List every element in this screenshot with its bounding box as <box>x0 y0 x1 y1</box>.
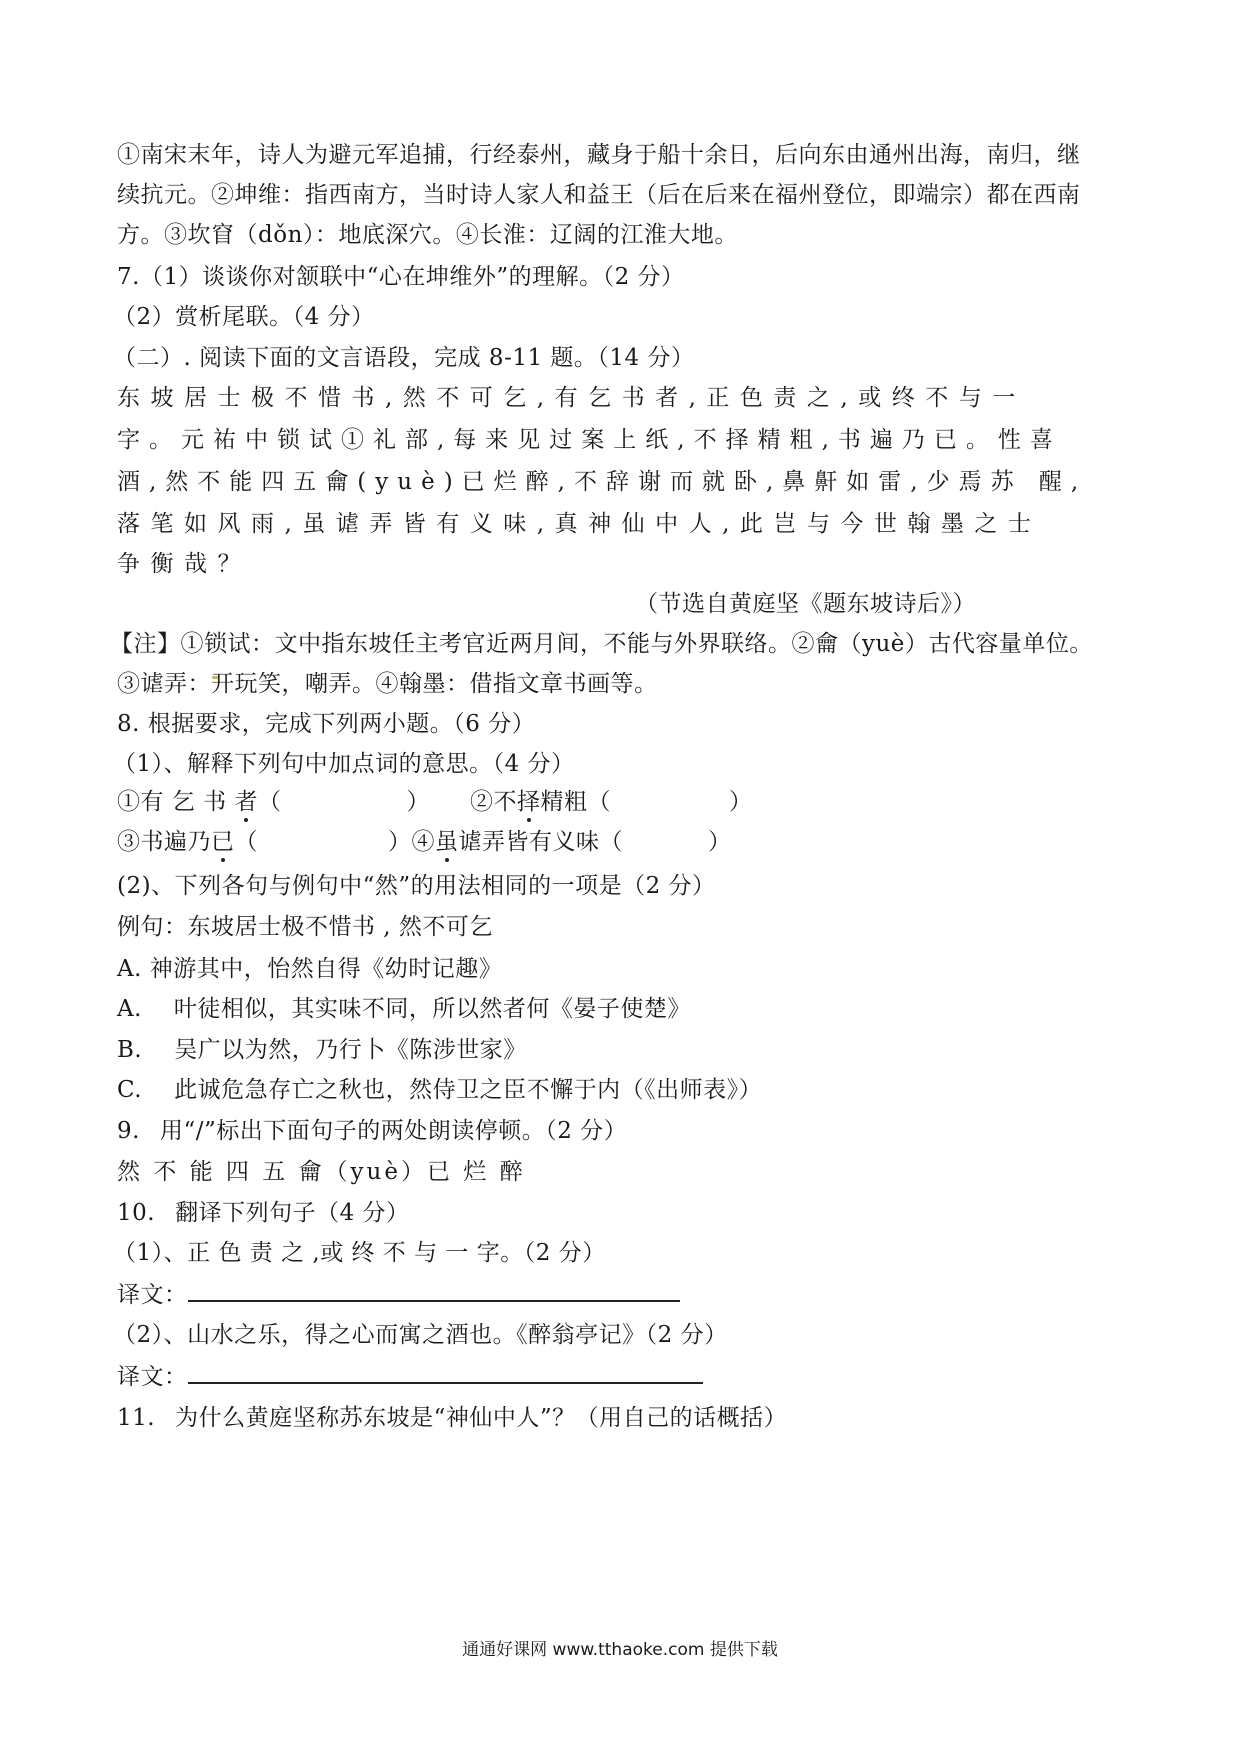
passage-line-4: 落笔如风雨,虽谑弄皆有义味,真神仙中人,此岂与今世翰墨之士 <box>117 511 1042 537</box>
item-4-text: 谑弄皆有义味（ <box>458 829 623 855</box>
question-11-number: 11. <box>117 1405 156 1431</box>
option-b <box>117 1035 527 1065</box>
question-7-part-1: 7.（1）谈谈你对颔联中“心在坤维外”的理解。（2 分） <box>117 264 685 290</box>
question-11-text: 为什么黄庭坚称苏东坡是“神仙中人”？（用自己的话概括） <box>175 1405 788 1431</box>
question-9-number: 9. <box>117 1118 140 1144</box>
item-2-dotted-word: 择 <box>516 789 541 815</box>
answer-row-1 <box>117 1280 680 1310</box>
question-9-heading <box>117 1116 627 1146</box>
question-10-sub-1: （1）、正 色 责 之 ,或 终 不 与 一 字。（2 分） <box>113 1240 606 1266</box>
option-a-2-text: 叶徒相似，其实味不同，所以然者何《晏子使楚》 <box>173 996 691 1022</box>
item-4-close: ） <box>708 829 732 855</box>
option-a-2-label: A. <box>117 996 142 1022</box>
question-9-sentence: 然 不 能 四 五 龠（yuè）已 烂 醉 <box>117 1159 526 1185</box>
item-1-open: （ <box>257 789 282 815</box>
question-9-text: 用“/”标出下面句子的两处朗读停顿。（2 分） <box>159 1118 628 1144</box>
passage-note-2: ③谑弄：开玩笑，嘲弄。④翰墨：借指文章书画等。 <box>117 671 658 697</box>
question-8-items-row-1 <box>117 787 752 817</box>
section-2-heading: （二）. 阅读下面的文言语段，完成 8-11 题。（14 分） <box>113 345 695 371</box>
passage-line-3: 酒,然不能四五龠(yuè)已烂醉,不辞谢而就卧,鼻鼾如雷,少焉苏 醒, <box>117 469 1088 495</box>
question-10-sub-2: （2）、山水之乐，得之心而寓之酒也。《醉翁亭记》（2 分） <box>113 1322 728 1348</box>
answer-label-2: 译文： <box>117 1364 188 1390</box>
passage-note-1: 【注】①锁试：文中指东坡任主考官近两月间，不能与外界联络。②龠（yuè）古代容量单位。 <box>110 631 1093 657</box>
note-line-1: ①南宋末年，诗人为避元军追捕，行经泰州，藏身于船十余日，后向东由通州出海，南归，继 <box>117 142 1081 168</box>
option-b-text: 吴广以为然，乃行卜《陈涉世家》 <box>174 1037 527 1063</box>
question-8-sub-1: （1）、解释下列句中加点词的意思。（4 分） <box>113 751 575 777</box>
example-sentence: 例句：东坡居士极不惜书 , 然不可乞 <box>117 914 493 940</box>
option-b-label: B. <box>117 1037 143 1063</box>
item-3-dotted-word: 已 <box>211 829 235 855</box>
item-4-dotted-word: 虽 <box>435 829 459 855</box>
item-1-close: ） <box>406 789 430 815</box>
question-10-text: 翻译下列句子（4 分） <box>175 1200 410 1226</box>
option-a-2 <box>117 994 691 1024</box>
answer-label-1: 译文： <box>117 1282 188 1308</box>
item-3-open: （ <box>234 829 258 855</box>
item-3-close: ）④ <box>388 829 435 855</box>
item-2-close: ） <box>728 789 753 815</box>
option-c <box>117 1075 762 1105</box>
option-a-1: A. 神游其中，怡然自得《幼时记趣》 <box>117 956 503 982</box>
page-footer: 通通好课网 www.tthaoke.com 提供下载 <box>462 1640 778 1660</box>
item-1-text: ①有 乞 书 <box>117 789 235 815</box>
question-11-heading <box>117 1403 787 1433</box>
item-1-dotted-word: 者 <box>234 789 258 815</box>
option-c-label: C. <box>117 1077 143 1103</box>
question-8-items-row-2 <box>117 827 732 857</box>
answer-line-2[interactable] <box>188 1362 703 1384</box>
question-8-heading: 8. 根据要求，完成下列两小题。（6 分） <box>117 711 536 737</box>
question-7-part-2: （2）赏析尾联。（4 分） <box>113 304 375 330</box>
question-10-heading <box>117 1198 410 1228</box>
item-2-open: 精粗（ <box>540 789 611 815</box>
note-line-2: 续抗元。②坤维：指西南方，当时诗人家人和益王（后在后来在福州登位，即端宗）都在西南 <box>117 182 1081 208</box>
question-10-number: 10. <box>117 1200 156 1226</box>
passage-line-5: 争衡哉？ <box>117 551 251 577</box>
passage-line-1: 东坡居士极不惜书,然不可乞,有乞书者,正色责之,或终不与一 <box>117 385 1026 411</box>
item-3-text: ③书遍乃 <box>117 829 211 855</box>
passage-source: （节选自黄庭坚《题东坡诗后》） <box>635 591 976 617</box>
option-c-text: 此诚危急存亡之秋也，然侍卫之臣不懈于内（《出师表》） <box>174 1077 763 1103</box>
answer-line-1[interactable] <box>188 1280 680 1302</box>
answer-row-2 <box>117 1362 703 1392</box>
question-8-sub-2: (2)、下列各句与例句中“然”的用法相同的一项是（2 分） <box>117 873 716 899</box>
item-2-text: ②不 <box>469 789 517 815</box>
note-line-3: 方。③坎窅（dǒn）：地底深穴。④长淮：辽阔的江淮大地。 <box>117 222 738 248</box>
passage-line-2: 字。元祐中锁试①礼部,每来见过案上纸,不择精粗,书遍乃已。性喜 <box>117 427 1062 453</box>
